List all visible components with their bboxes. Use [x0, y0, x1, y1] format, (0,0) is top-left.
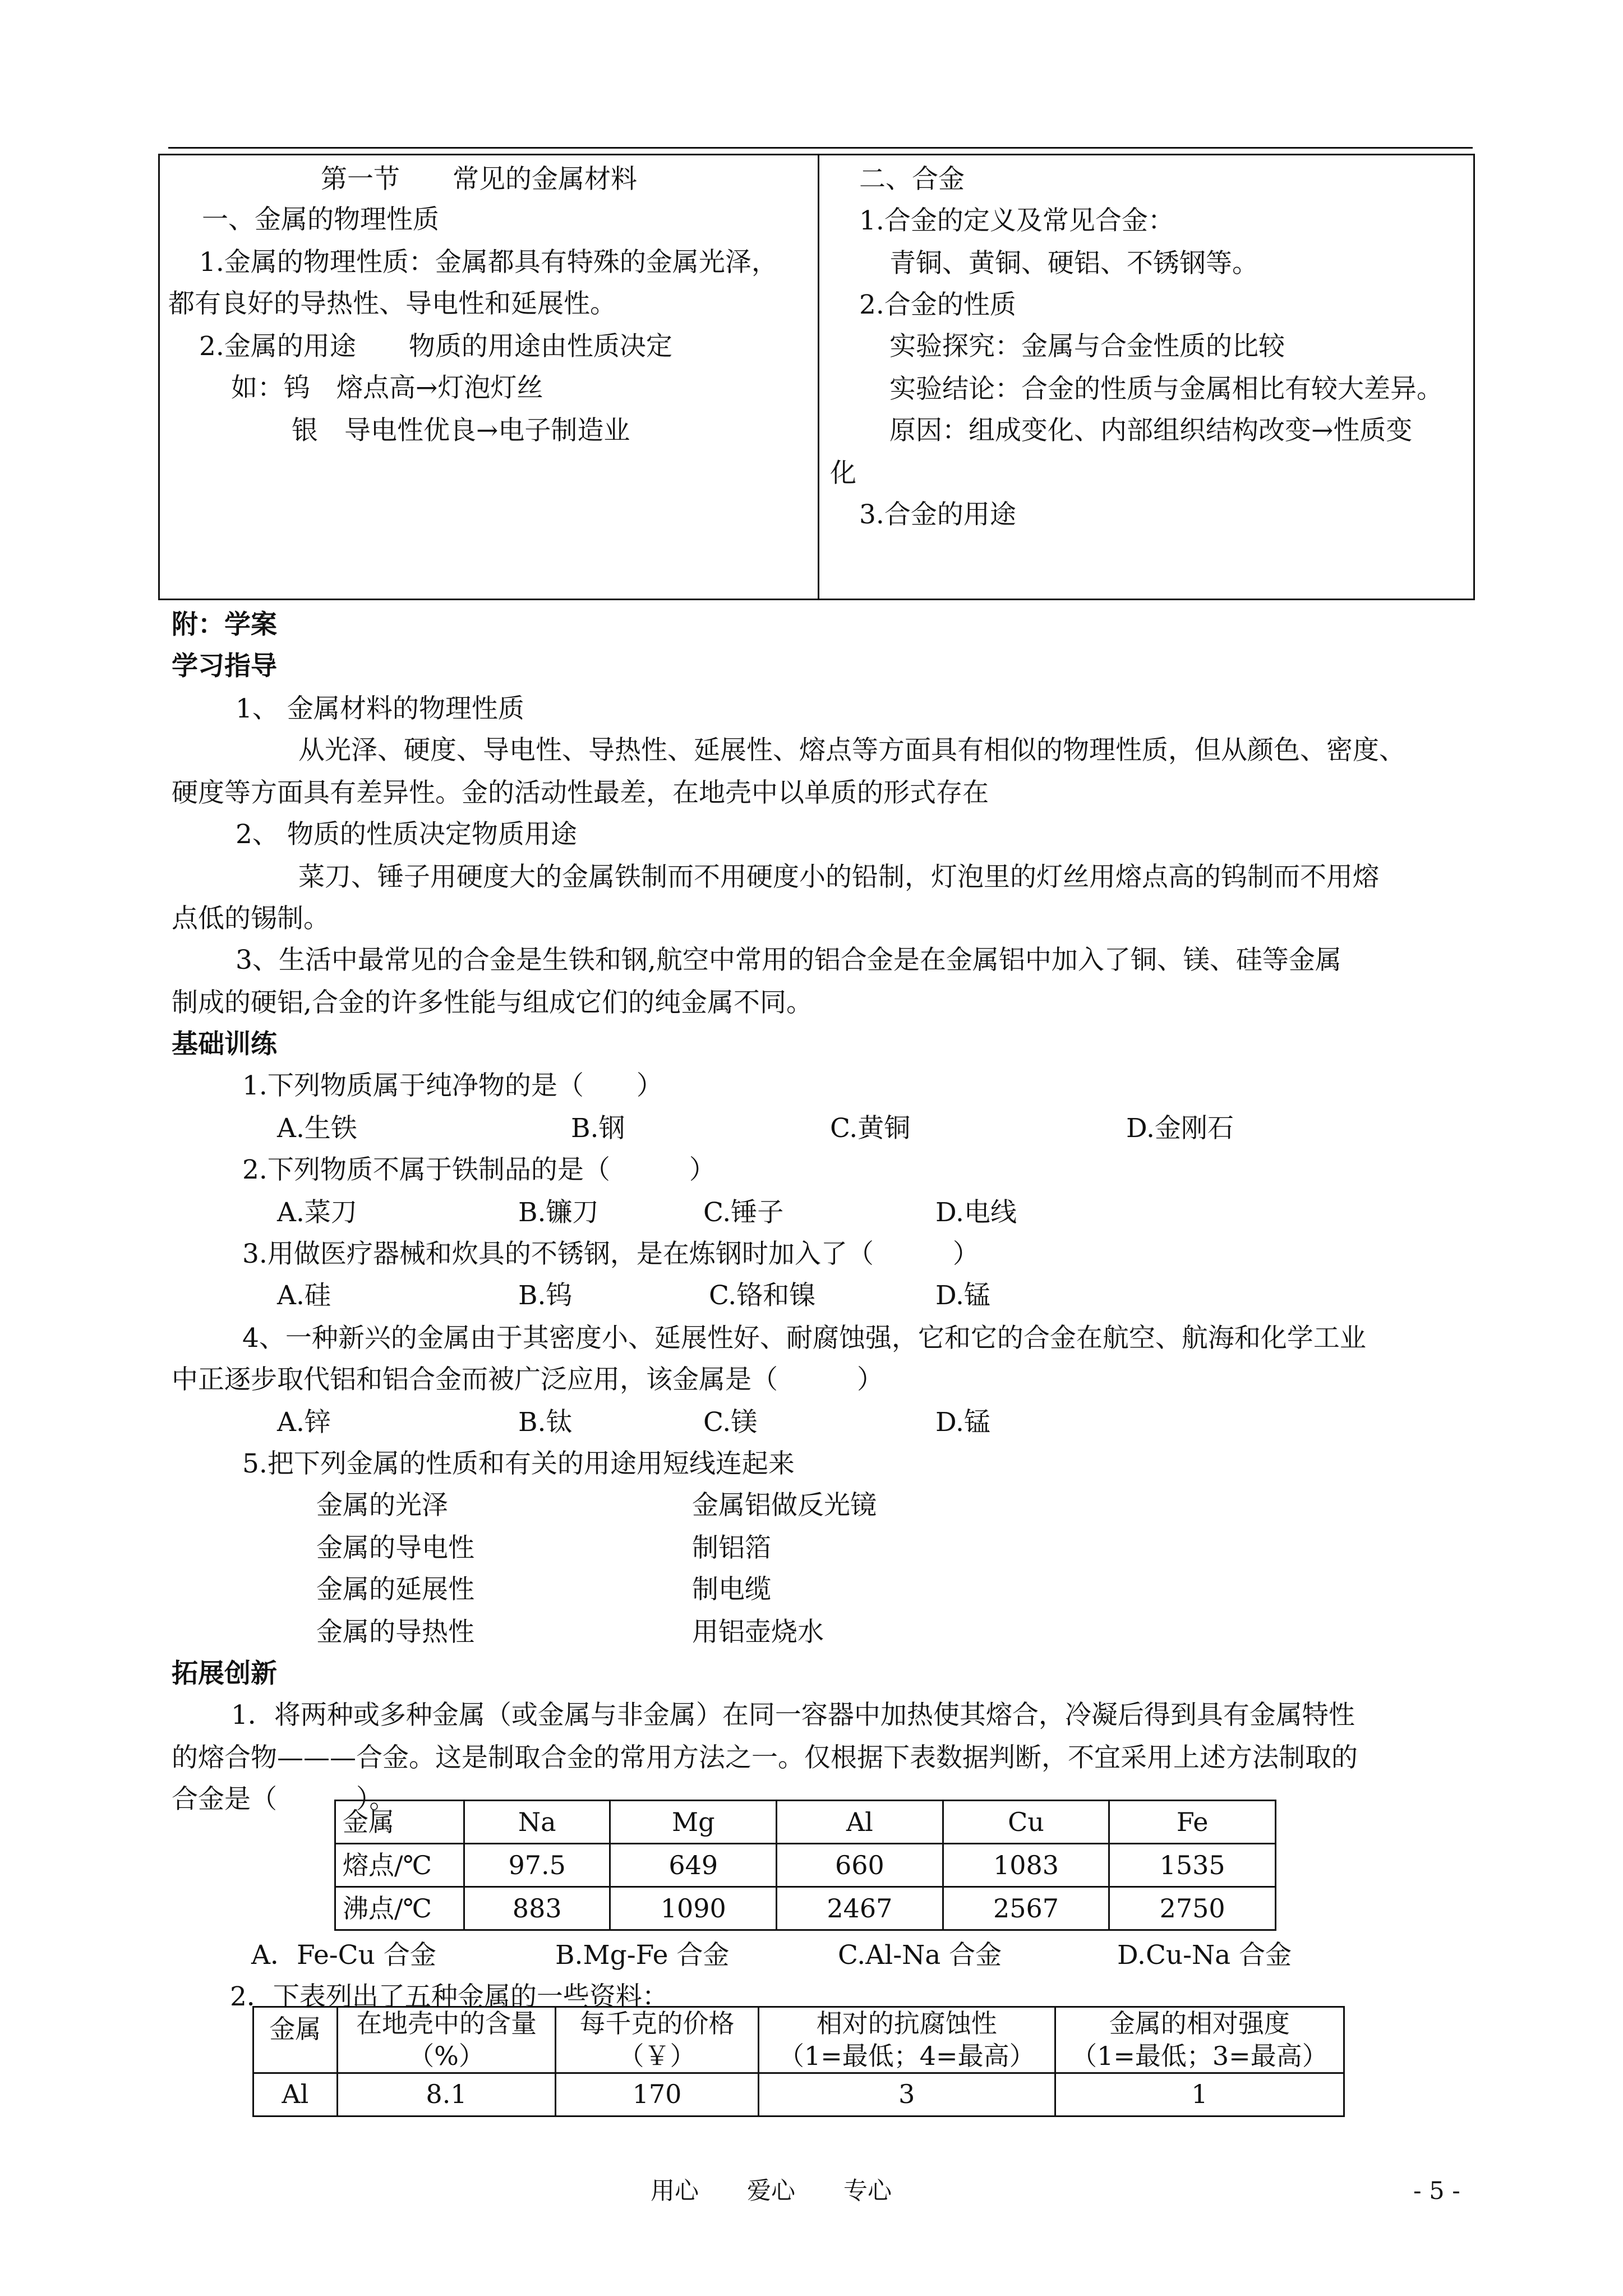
table-cell: 883 — [464, 1887, 610, 1930]
q4-option-c: C.镁 — [703, 1407, 758, 1438]
ext-q1-option-b: B.Mg-Fe 合金 — [555, 1940, 730, 1971]
q1-option-d: D.金刚石 — [1126, 1113, 1234, 1144]
melting-boiling-table — [334, 1800, 1276, 1931]
guide-item-3b: 制成的硬铝,合金的许多性能与组成它们的纯金属不同。 — [172, 987, 813, 1018]
table-cell: 1083 — [943, 1844, 1109, 1887]
table-row — [335, 1887, 1276, 1930]
q5-property-1: 金属的光泽 — [316, 1490, 448, 1521]
table-cell: 相对的抗腐蚀性 （1=最低；4=最高） — [758, 2007, 1055, 2073]
left-example-2: 银 导电性优良→电子制造业 — [292, 415, 630, 446]
q4-option-b: B.钛 — [518, 1407, 573, 1438]
left-point-1a: 1.金属的物理性质：金属都具有特殊的金属光泽， — [199, 247, 778, 278]
q1-option-a: A.生铁 — [277, 1113, 357, 1144]
guide-item-1: 1、 金属材料的物理性质 — [236, 693, 524, 724]
right-point-2b: 实验结论：合金的性质与金属相比有较大差异。 — [889, 374, 1443, 404]
section-title: 第一节 常见的金属材料 — [321, 164, 637, 195]
table-cell: 在地壳中的含量 （%） — [337, 2007, 555, 2073]
q4-option-a: A.锌 — [277, 1407, 331, 1438]
basic-title: 基础训练 — [172, 1029, 277, 1060]
q5-property-3: 金属的延展性 — [316, 1574, 474, 1605]
left-point-2: 2.金属的用途 物质的用途由性质决定 — [199, 331, 672, 362]
header-rule — [168, 147, 1473, 149]
left-point-1b: 都有良好的导热性、导电性和延展性。 — [168, 288, 616, 319]
table-cell: 金属的相对强度 （1=最低；3=最高） — [1055, 2007, 1344, 2073]
q2-option-d: D.电线 — [935, 1197, 1017, 1228]
table-row — [335, 1844, 1276, 1887]
table-cell: 8.1 — [337, 2073, 555, 2116]
page-number: - 5 - — [1413, 2177, 1460, 2205]
question-4b: 中正逐步取代铝和铝合金而被广泛应用，该金属是（ ） — [172, 1364, 883, 1395]
extension-title: 拓展创新 — [172, 1658, 277, 1689]
table-cell: 2750 — [1109, 1887, 1276, 1930]
table-cell: 金属 — [253, 2007, 338, 2073]
ext-q1-option-d: D.Cu-Na 合金 — [1117, 1940, 1292, 1971]
right-point-2: 2.合金的性质 — [859, 289, 1016, 320]
q2-option-b: B.镰刀 — [518, 1197, 599, 1228]
guide-item-2: 2、 物质的性质决定物质用途 — [236, 819, 577, 850]
table-cell: 金属 — [335, 1801, 464, 1844]
table-cell: 2567 — [943, 1887, 1109, 1930]
q2-option-c: C.锤子 — [703, 1197, 784, 1228]
q3-option-a: A.硅 — [277, 1280, 331, 1311]
table-cell: 97.5 — [464, 1844, 610, 1887]
board-divider — [818, 154, 819, 600]
table-row — [253, 2073, 1344, 2116]
q1-option-c: C.黄铜 — [830, 1113, 911, 1144]
ext-q1-option-c: C.Al-Na 合金 — [838, 1940, 1002, 1971]
table-row — [253, 2007, 1344, 2073]
table-cell: 1535 — [1109, 1844, 1276, 1887]
q5-use-1: 金属铝做反光镜 — [692, 1490, 877, 1521]
q2-option-a: A.菜刀 — [277, 1197, 357, 1228]
metal-data-table — [252, 2006, 1345, 2117]
q3-option-c: C.铬和镍 — [709, 1280, 816, 1311]
guide-item-2a: 菜刀、锤子用硬度大的金属铁制而不用硬度小的铅制，灯泡里的灯丝用熔点高的钨制而不用熔 — [298, 862, 1379, 892]
right-heading: 二、合金 — [859, 164, 965, 195]
q5-use-3: 制电缆 — [692, 1574, 771, 1605]
right-point-2c: 原因：组成变化、内部组织结构改变→性质变 — [889, 415, 1413, 446]
table-cell: 660 — [777, 1844, 943, 1887]
q3-option-d: D.锰 — [935, 1280, 990, 1311]
ext-question-1a: 1．将两种或多种金属（或金属与非金属）在同一容器中加热使其熔合，冷凝后得到具有金属特性 — [231, 1700, 1355, 1731]
table-cell: 熔点/℃ — [335, 1844, 464, 1887]
right-point-1b: 青铜、黄铜、硬铝、不锈钢等。 — [889, 248, 1258, 279]
q3-option-b: B.钨 — [518, 1280, 573, 1311]
ext-question-2: 2．下表列出了五种金属的一些资料： — [230, 1981, 668, 2012]
right-point-2a: 实验探究：金属与合金性质的比较 — [889, 331, 1285, 362]
question-4a: 4、一种新兴的金属由于其密度小、延展性好、耐腐蚀强，它和它的合金在航空、航海和化学工业 — [242, 1323, 1366, 1354]
table-cell: Al — [777, 1801, 943, 1844]
footer-motto: 用心 爱心 专心 — [651, 2177, 892, 2205]
right-point-1: 1.合金的定义及常见合金： — [859, 205, 1174, 236]
ext-q1-option-a: A．Fe-Cu 合金 — [251, 1940, 436, 1971]
table-cell: 1090 — [610, 1887, 777, 1930]
ext-question-1b: 的熔合物———合金。这是制取合金的常用方法之一。仅根据下表数据判断，不宜采用上述方法制取的 — [172, 1742, 1358, 1773]
q4-option-d: D.锰 — [935, 1407, 990, 1438]
q5-property-2: 金属的导电性 — [316, 1533, 474, 1563]
guide-item-1a: 从光泽、硬度、导电性、导热性、延展性、熔点等方面具有相似的物理性质，但从颜色、密度、 — [298, 735, 1405, 766]
question-1: 1.下列物质属于纯净物的是（ ） — [242, 1070, 663, 1101]
question-2: 2.下列物质不属于铁制品的是（ ） — [242, 1154, 716, 1185]
left-heading: 一、金属的物理性质 — [202, 204, 439, 235]
table-cell: 649 — [610, 1844, 777, 1887]
appendix-title: 附：学案 — [172, 609, 277, 640]
table-cell: Cu — [943, 1801, 1109, 1844]
table-cell: 每千克的价格 （￥） — [556, 2007, 759, 2073]
table-cell: 3 — [758, 2073, 1055, 2116]
table-row — [335, 1801, 1276, 1844]
right-point-3: 3.合金的用途 — [859, 499, 1016, 530]
guide-item-3a: 3、生活中最常见的合金是生铁和钢,航空中常用的铝合金是在金属铝中加入了铜、镁、硅等金属 — [236, 945, 1341, 976]
table-cell: Na — [464, 1801, 610, 1844]
guide-title: 学习指导 — [172, 651, 277, 682]
guide-item-2b: 点低的锡制。 — [172, 903, 330, 934]
q5-use-4: 用铝壶烧水 — [692, 1617, 824, 1648]
table-cell: 170 — [556, 2073, 759, 2116]
q1-option-b: B.钢 — [571, 1113, 625, 1144]
q5-property-4: 金属的导热性 — [316, 1617, 474, 1648]
q5-use-2: 制铝箔 — [692, 1533, 771, 1563]
table-cell: 1 — [1055, 2073, 1344, 2116]
question-5: 5.把下列金属的性质和有关的用途用短线连起来 — [242, 1448, 795, 1479]
table-cell: 2467 — [777, 1887, 943, 1930]
table-cell: 沸点/℃ — [335, 1887, 464, 1930]
table-cell: Al — [253, 2073, 338, 2116]
table-cell: Fe — [1109, 1801, 1276, 1844]
guide-item-1b: 硬度等方面具有差异性。金的活动性最差，在地壳中以单质的形式存在 — [172, 777, 989, 808]
table-cell: Mg — [610, 1801, 777, 1844]
right-point-2d: 化 — [830, 458, 856, 489]
left-example-1: 如：钨 熔点高→灯泡灯丝 — [231, 372, 543, 403]
ext-question-1c: 合金是（ ）。 — [172, 1784, 396, 1815]
question-3: 3.用做医疗器械和炊具的不锈钢，是在炼钢时加入了（ ） — [242, 1239, 979, 1269]
